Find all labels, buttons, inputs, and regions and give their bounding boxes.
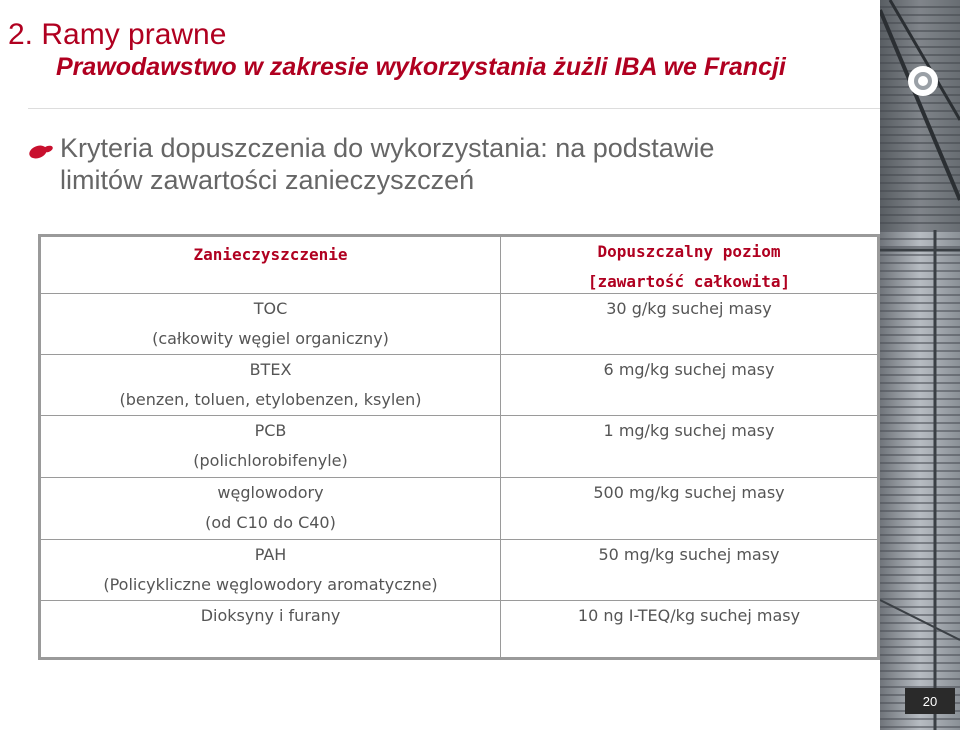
pollutant-name: Dioksyny i furany xyxy=(200,606,341,625)
criteria-table xyxy=(38,234,880,660)
pollutant-detail: (polichlorobifenyle) xyxy=(193,451,348,470)
title-block xyxy=(8,18,888,82)
table-row-hydrocarbons-name xyxy=(41,478,501,540)
limit-value: 500 mg/kg suchej masy xyxy=(593,483,785,502)
limit-value: 6 mg/kg suchej masy xyxy=(603,360,775,379)
page-number-label: 20 xyxy=(922,693,938,709)
table-header-limit-line-1: Dopuszczalny poziom xyxy=(597,242,781,261)
table-row-dioxins-limit xyxy=(501,601,877,657)
table-header-pollutant-label: Zanieczyszczenie xyxy=(193,245,348,264)
pollutant-name: PCB xyxy=(254,421,287,440)
limit-value: 1 mg/kg suchej masy xyxy=(603,421,775,440)
pollutant-detail: (od C10 do C40) xyxy=(205,513,336,532)
pollutant-detail: (całkowity węgiel organiczny) xyxy=(152,329,389,348)
page-number xyxy=(905,688,955,714)
table-row-pah-limit xyxy=(501,540,877,601)
bullet-row xyxy=(28,132,868,196)
table-row-pcb-name xyxy=(41,416,501,478)
pollutant-detail: (Policykliczne węglowodory aromatyczne) xyxy=(103,575,438,594)
table-row-toc-limit xyxy=(501,294,877,355)
title-divider xyxy=(28,108,888,109)
pollutant-name: PAH xyxy=(254,545,287,564)
limit-value: 30 g/kg suchej masy xyxy=(606,299,772,318)
pollutant-name: węglowodory xyxy=(217,483,324,502)
table-row-btex-name xyxy=(41,355,501,416)
limit-value: 10 ng I-TEQ/kg suchej masy xyxy=(577,606,801,625)
limit-value: 50 mg/kg suchej masy xyxy=(598,545,780,564)
company-logo-icon xyxy=(906,64,940,98)
slide-subtitle: Prawodawstwo w zakresie wykorzystania żużli IBA we Francji xyxy=(56,53,786,81)
table-header-pollutant xyxy=(41,237,501,294)
table-header-limit-line-2: [zawartość całkowita] xyxy=(587,272,791,291)
red-pill-bullet-icon xyxy=(28,142,56,162)
bullet-text-line-2: limitów zawartości zanieczyszczeń xyxy=(60,165,475,195)
table-row-hydrocarbons-limit xyxy=(501,478,877,540)
table-row-toc-name xyxy=(41,294,501,355)
bullet-text-line-1: Kryteria dopuszczenia do wykorzystania: na podstawie xyxy=(60,133,715,163)
bullet-text xyxy=(60,132,714,196)
table-row-pcb-limit xyxy=(501,416,877,478)
slide-title: 2. Ramy prawne xyxy=(8,18,227,51)
table-header-limit xyxy=(501,237,877,294)
pollutant-detail: (benzen, toluen, etylobenzen, ksylen) xyxy=(119,390,422,409)
industrial-photo-strip xyxy=(880,0,960,730)
table-row-dioxins-name xyxy=(41,601,501,657)
table-row-pah-name xyxy=(41,540,501,601)
pollutant-name: BTEX xyxy=(249,360,292,379)
table-row-btex-limit xyxy=(501,355,877,416)
pollutant-name: TOC xyxy=(253,299,288,318)
